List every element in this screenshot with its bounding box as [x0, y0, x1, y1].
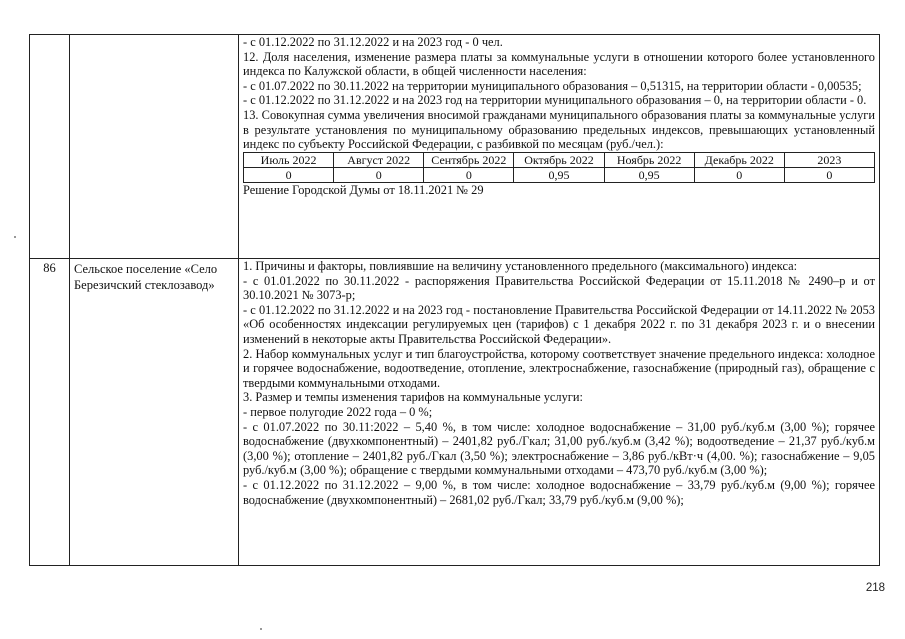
- indicators-cell: [239, 35, 880, 259]
- row-number: 86: [30, 259, 70, 566]
- month-value: 0: [694, 167, 784, 182]
- month-value: 0: [244, 167, 334, 182]
- scan-speck: [260, 628, 262, 630]
- monthly-header-row: [244, 152, 875, 167]
- text-line: - с 01.01.2022 по 30.11.2022 - распоряжения Правительства Российской Федерации от 15.11.2018 № 2490–р и от 30.10.2021 № 3073-р;: [243, 273, 875, 303]
- month-header: Декабрь 2022: [694, 152, 784, 167]
- month-header: Октябрь 2022: [514, 152, 604, 167]
- text-line: - первое полугодие 2022 года – 0 %;: [243, 404, 433, 419]
- municipality-name-cell: [70, 35, 239, 259]
- month-header: Сентябрь 2022: [424, 152, 514, 167]
- monthly-value-row: [244, 167, 875, 182]
- table-row: [30, 35, 880, 259]
- text-line: - с 01.12.2022 по 31.12.2022 и на 2023 год - постановление Правительства Российской Федерации от 14.11.2022 № 2053 «Об особенностях индексации регулируемых цен (тарифов) с 1 декабря 2022 г. по 31 декабря 2023 г. и о внесении изменений в некоторые акты Правительства Российской Федерации».: [243, 302, 875, 346]
- text-line: - с 01.12.2022 по 31.12.2022 – 9,00 %, в том числе: холодное водоснабжение – 33,79 руб./куб.м (9,00 %); горячее водоснабжение (двухкомпонентный) – 2681,02 руб./Гкал; 33,79 руб./куб.м (9,00 %);: [243, 477, 875, 507]
- month-value: 0: [784, 167, 874, 182]
- text-line: 13. Совокупная сумма увеличения вносимой гражданами муниципального образования платы за коммунальные услуги в результате установления по муниципальному образованию предельных индексов, превышающих установленный индекс по субъекту Российской Федерации, с разбивкой по месяцам (руб./чел.):: [243, 107, 875, 152]
- month-value: 0: [424, 167, 514, 182]
- municipality-name: Сельское поселение «Село Березичский стеклозавод»: [70, 259, 239, 566]
- month-header: Ноябрь 2022: [604, 152, 694, 167]
- text-line: 1. Причины и факторы, повлиявшие на величину установленного предельного (максимального) индекса:: [243, 259, 798, 273]
- month-value: 0,95: [514, 167, 604, 182]
- month-value: 0,95: [604, 167, 694, 182]
- index-table: [29, 34, 880, 566]
- row-number-cell: [30, 35, 70, 259]
- text-line: 3. Размер и темпы изменения тарифов на коммунальные услуги:: [243, 390, 583, 405]
- page-number: 218: [865, 582, 885, 594]
- month-value: 0: [334, 167, 424, 182]
- text-line: 12. Доля населения, изменение размера платы за коммунальные услуги в отношении которого более установленного индекса по Калужской области, в общей численности населения:: [243, 49, 875, 79]
- text-line: 2. Набор коммунальных услуг и тип благоустройства, которому соответствует значение предельного индекса: холодное и горячее водоснабжение, водоотведение, отопление, электроснабжение, газоснабжение (природный газ), обращение с твердыми коммунальными отходами.: [243, 346, 875, 390]
- text-line: - с 01.12.2022 по 31.12.2022 и на 2023 год на территории муниципального образования – 0, на территории области - 0.: [243, 93, 867, 108]
- scan-speck: [14, 236, 16, 238]
- indicators-cell: [239, 259, 880, 566]
- text-line: - с 01.07.2022 по 30.11:2022 – 5,40 %, в том числе: холодное водоснабжение – 31,00 руб./куб.м (3,00 %); горячее водоснабжение (двухкомпонентный) – 2401,82 руб./Гкал; 31,00 руб./куб.м (3,42 %); водоотведение – 21,37 руб./куб.м (3,00 %); отопление – 2401,82 руб./Гкал (3,50 %); электроснабжение – 3,86 руб./кВт·ч (4,00. %); газоснабжение – 9,05 руб./куб.м (3,00 %); обращение с твердыми коммунальными отходами – 473,70 руб./куб.м (3,00 %);: [243, 419, 875, 478]
- decision-reference: Решение Городской Думы от 18.11.2021 № 29: [243, 182, 484, 197]
- month-header: 2023: [784, 152, 874, 167]
- table-row: [30, 259, 880, 566]
- text-line: - с 01.12.2022 по 31.12.2022 и на 2023 год - 0 чел.: [243, 35, 503, 49]
- month-header: Июль 2022: [244, 152, 334, 167]
- text-line: - с 01.07.2022 по 30.11.2022 на территории муниципального образования – 0,51315, на территории области - 0,00535;: [243, 78, 862, 93]
- month-header: Август 2022: [334, 152, 424, 167]
- monthly-sum-table: [243, 152, 875, 183]
